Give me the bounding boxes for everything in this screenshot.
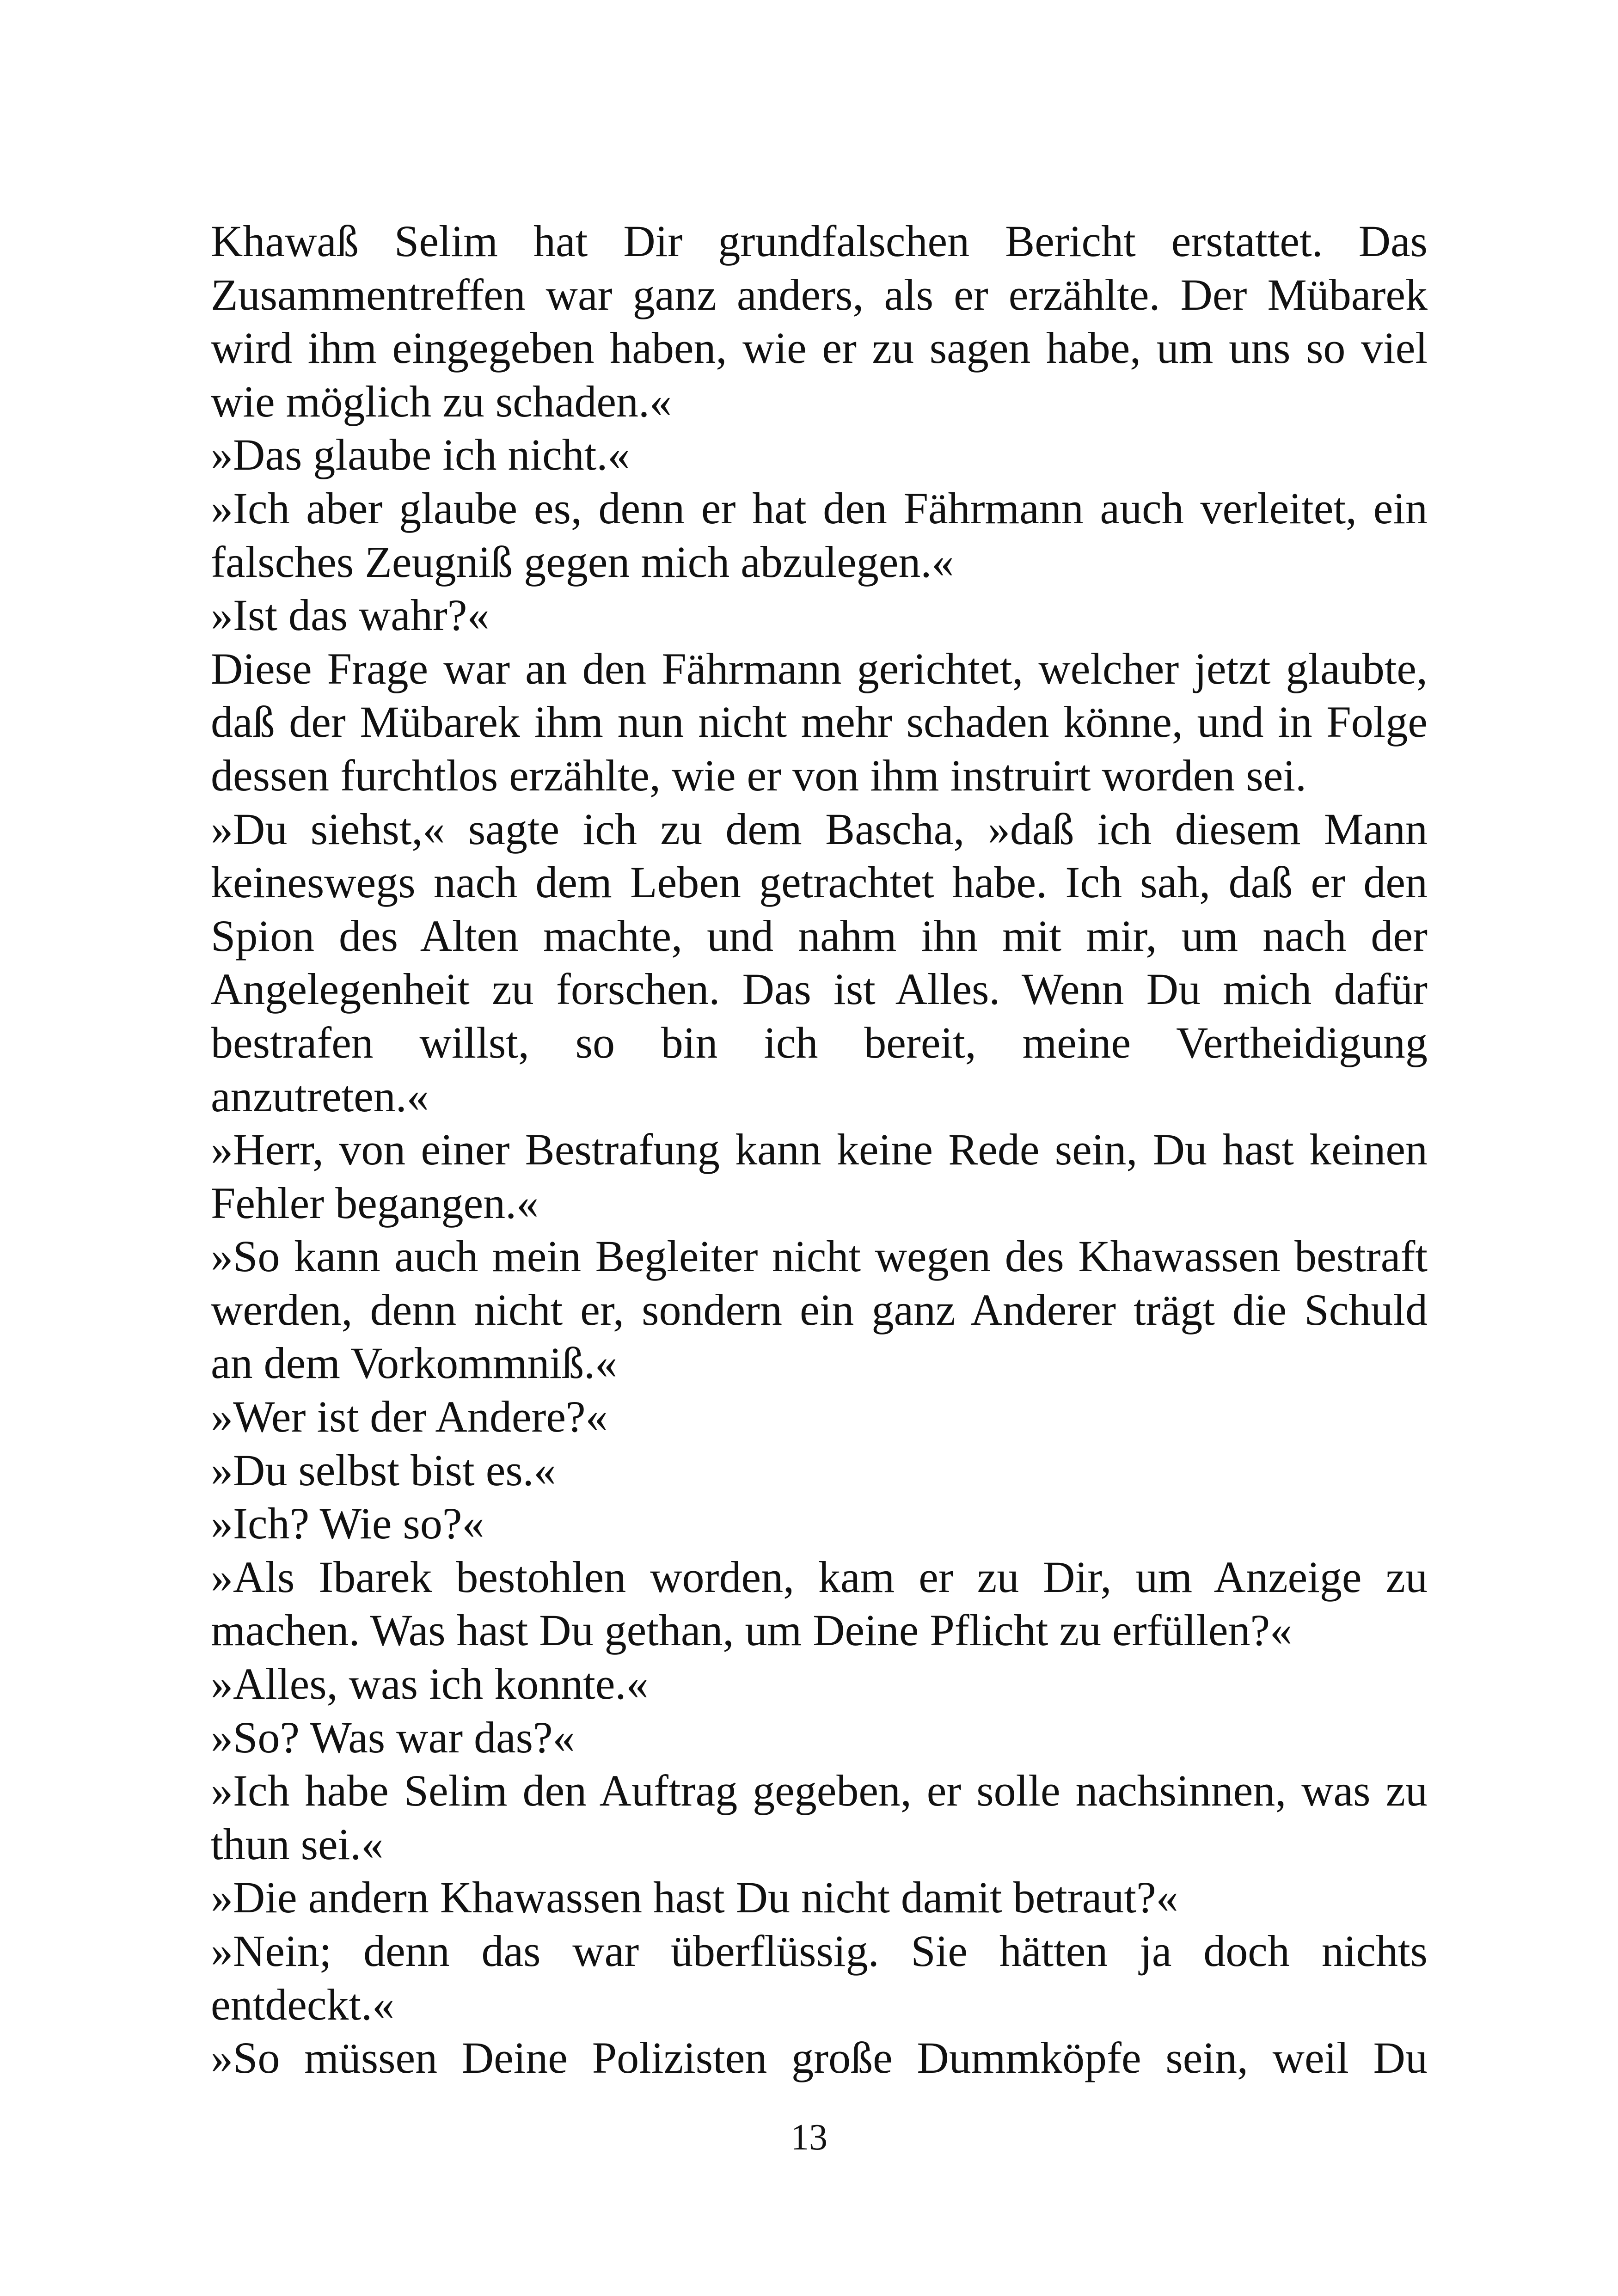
text-line: wie möglich zu schaden.« (211, 376, 672, 426)
text-line: »Alles, was ich konnte.« (211, 1659, 649, 1709)
text-line: Angelegenheit zu forschen. Das ist Alles. Wenn Du mich dafür (211, 964, 1428, 1014)
text-line: »Ich aber glaube es, denn er hat den Fährmann auch verleitet, ein (211, 483, 1428, 533)
text-line: »Als Ibarek bestohlen worden, kam er zu Dir, um Anzeige zu (211, 1552, 1428, 1602)
text-line: werden, denn nicht er, sondern ein ganz Anderer trägt die Schuld (211, 1285, 1428, 1335)
text-line: Diese Frage war an den Fährmann gerichtet, welcher jetzt glaubte, (211, 643, 1428, 693)
text-line: keineswegs nach dem Leben getrachtet habe. Ich sah, daß er den (211, 857, 1428, 907)
text-line: »Nein; denn das war überflüssig. Sie hätten ja doch nichts (211, 1926, 1428, 1976)
text-line: machen. Was hast Du gethan, um Deine Pflicht zu erfüllen?« (211, 1605, 1293, 1655)
text-line: »Du siehst,« sagte ich zu dem Bascha, »daß ich diesem Mann (211, 804, 1428, 854)
text-line: »Herr, von einer Bestrafung kann keine Rede sein, Du hast keinen (211, 1125, 1428, 1175)
body-text (211, 214, 1428, 2085)
text-line: Zusammentreffen war ganz anders, als er erzählte. Der Mübarek (211, 269, 1428, 319)
text-line: Fehler begangen.« (211, 1178, 539, 1228)
text-line: »So? Was war das?« (211, 1712, 575, 1762)
text-line: thun sei.« (211, 1819, 384, 1869)
text-line: »Das glaube ich nicht.« (211, 430, 630, 480)
text-line: »Wer ist der Andere?« (211, 1392, 608, 1442)
text-line: falsches Zeugniß gegen mich abzulegen.« (211, 537, 954, 587)
text-line: wird ihm eingegeben haben, wie er zu sagen habe, um uns so viel (211, 323, 1428, 373)
page-number: 13 (791, 2117, 827, 2158)
text-line: »Du selbst bist es.« (211, 1445, 556, 1495)
text-line: »Ist das wahr?« (211, 590, 490, 640)
text-line: entdeckt.« (211, 1979, 395, 2029)
text-line: »So kann auch mein Begleiter nicht wegen des Khawassen bestraft (211, 1231, 1428, 1281)
text-line: anzutreten.« (211, 1071, 429, 1121)
text-line: »Ich habe Selim den Auftrag gegeben, er solle nachsinnen, was zu (211, 1766, 1428, 1816)
text-line: Khawaß Selim hat Dir grundfalschen Bericht erstattet. Das (211, 216, 1428, 266)
text-line: bestrafen willst, so bin ich bereit, meine Vertheidigung (211, 1017, 1428, 1067)
text-line: »Ich? Wie so?« (211, 1499, 484, 1549)
text-line: Spion des Alten machte, und nahm ihn mit mir, um nach der (211, 911, 1428, 961)
text-line: an dem Vorkommniß.« (211, 1338, 618, 1388)
text-line: »Die andern Khawassen hast Du nicht damit betraut?« (211, 1873, 1178, 1923)
text-line: daß der Mübarek ihm nun nicht mehr schaden könne, und in Folge (211, 697, 1428, 747)
text-line: »So müssen Deine Polizisten große Dummköpfe sein, weil Du (211, 2033, 1428, 2083)
text-line: dessen furchtlos erzählte, wie er von ihm instruirt worden sei. (211, 750, 1306, 800)
